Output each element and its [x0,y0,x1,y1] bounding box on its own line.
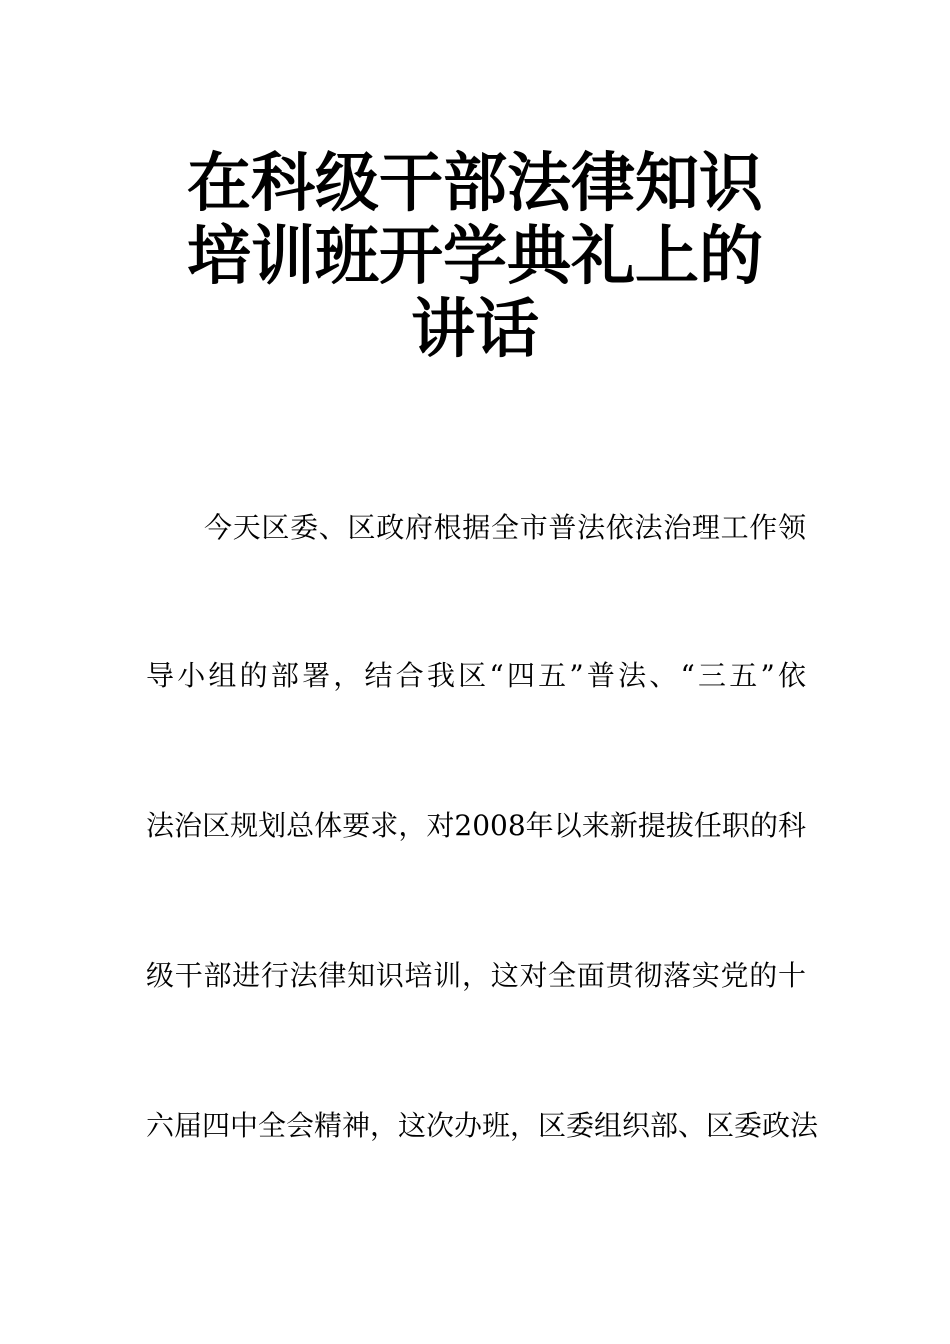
document-title [150,148,800,367]
body-text-line: 级干部进行法律知识培训，这对全面贯彻落实党的十 [146,959,806,992]
title-line-2: 培训班开学典礼上的 [187,220,763,294]
body-text-line: 今天区委、区政府根据全市普法依法治理工作领 [204,511,806,544]
body-text-line: 六届四中全会精神，这次办班，区委组织部、区委政法 [146,1109,819,1142]
body-text-line: 导小组的部署，结合我区“四五”普法、“三五”依 [146,659,806,692]
body-text-line: 法治区规划总体要求，对2008年以来新提拔任职的科 [146,809,806,842]
title-line-3: 讲话 [411,293,539,367]
title-line-1: 在科级干部法律知识 [187,147,763,221]
